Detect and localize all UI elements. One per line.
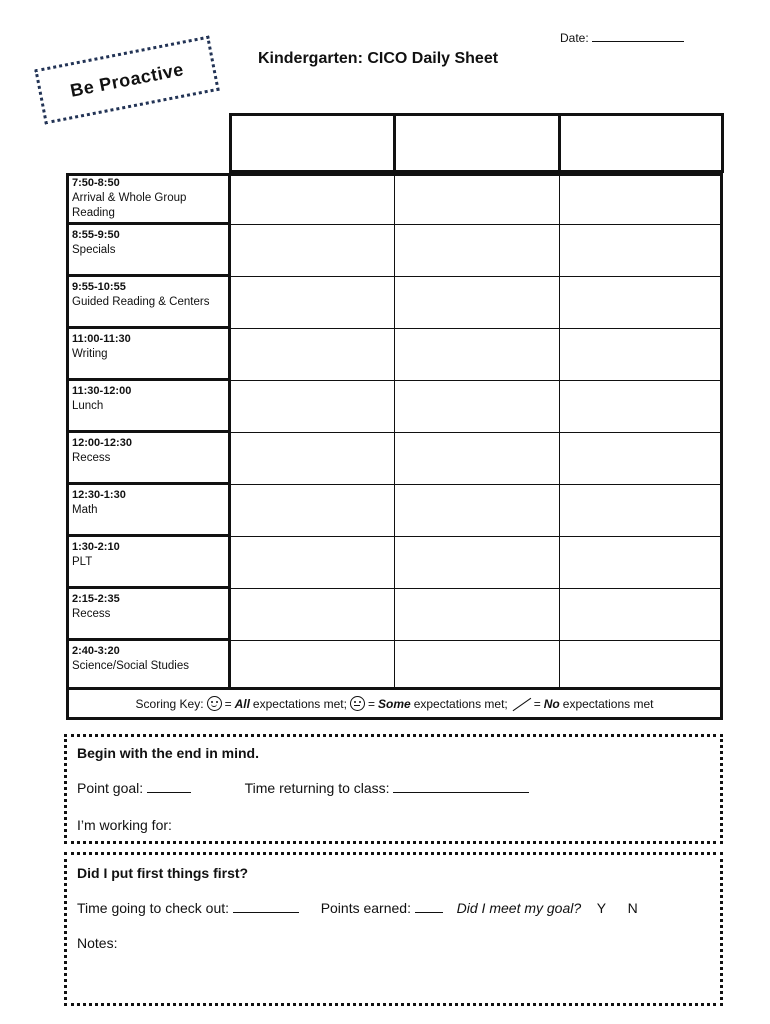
check-out-box bbox=[64, 852, 723, 1006]
row-label bbox=[66, 381, 231, 433]
key-no-word: No bbox=[543, 696, 560, 711]
row-activity: Writing bbox=[72, 348, 108, 360]
row-activity: Guided Reading & Centers bbox=[72, 296, 210, 308]
row-divider bbox=[231, 276, 723, 277]
meet-goal-question: Did I meet my goal? bbox=[456, 900, 582, 916]
row-time: 9:55-10:55 bbox=[72, 281, 126, 293]
row-label bbox=[66, 537, 231, 589]
slash-icon bbox=[511, 697, 531, 711]
page-title: Kindergarten: CICO Daily Sheet bbox=[258, 50, 499, 67]
check-out-box-title: Did I put first things first? bbox=[77, 865, 249, 881]
point-goal-blank[interactable] bbox=[147, 780, 191, 793]
row-divider bbox=[231, 640, 723, 641]
row-divider bbox=[231, 432, 723, 433]
happy-face-icon bbox=[207, 696, 222, 711]
points-earned-label: Points earned: bbox=[320, 900, 411, 916]
row-activity: PLT bbox=[72, 556, 93, 568]
row-time: 8:55-9:50 bbox=[72, 229, 120, 241]
no-option[interactable]: N bbox=[627, 900, 638, 916]
goal-box-title: Begin with the end in mind. bbox=[77, 745, 259, 761]
row-divider bbox=[231, 328, 723, 329]
date-blank[interactable] bbox=[592, 30, 684, 42]
badge-label: Be Proactive bbox=[68, 58, 186, 101]
key-all-word: All bbox=[234, 696, 250, 711]
row-time: 2:40-3:20 bbox=[72, 645, 120, 657]
row-label bbox=[66, 277, 231, 329]
key-some-word: Some bbox=[378, 696, 411, 711]
date-field[interactable] bbox=[560, 30, 684, 45]
row-activity: Arrival & Whole Group Reading bbox=[72, 192, 187, 219]
yes-option[interactable]: Y bbox=[596, 900, 606, 916]
neutral-face-icon bbox=[350, 696, 365, 711]
row-divider bbox=[231, 484, 723, 485]
be-proactive-badge bbox=[34, 36, 219, 125]
row-label bbox=[66, 329, 231, 381]
goal-box bbox=[64, 734, 723, 844]
goal-row bbox=[77, 780, 529, 796]
row-divider bbox=[231, 380, 723, 381]
row-time: 1:30-2:10 bbox=[72, 541, 120, 553]
key-equals: = bbox=[367, 696, 375, 711]
row-activity: Specials bbox=[72, 244, 116, 256]
column-header-2[interactable] bbox=[393, 113, 561, 173]
time-returning-blank[interactable] bbox=[393, 780, 529, 793]
date-label: Date: bbox=[560, 31, 589, 45]
notes-label: Notes: bbox=[77, 935, 118, 951]
points-earned-blank[interactable] bbox=[415, 900, 443, 913]
key-equals: = bbox=[533, 696, 541, 711]
row-activity: Math bbox=[72, 504, 98, 516]
row-label bbox=[66, 589, 231, 641]
key-equals: = bbox=[224, 696, 232, 711]
column-header-1[interactable] bbox=[229, 113, 396, 173]
row-divider bbox=[231, 224, 723, 225]
time-returning-label: Time returning to class: bbox=[244, 780, 390, 796]
working-for-label: I’m working for: bbox=[77, 817, 172, 833]
row-time: 7:50-8:50 bbox=[72, 177, 120, 189]
key-prefix: Scoring Key: bbox=[135, 696, 204, 711]
key-some-text: expectations met; bbox=[413, 696, 508, 711]
row-time: 12:30-1:30 bbox=[72, 489, 126, 501]
row-activity: Recess bbox=[72, 452, 111, 464]
row-divider bbox=[231, 588, 723, 589]
row-activity: Recess bbox=[72, 608, 111, 620]
column-header-3[interactable] bbox=[558, 113, 724, 173]
row-activity: Lunch bbox=[72, 400, 104, 412]
row-time: 11:30-12:00 bbox=[72, 385, 132, 397]
row-label bbox=[66, 485, 231, 537]
row-label bbox=[66, 433, 231, 485]
time-going-blank[interactable] bbox=[233, 900, 299, 913]
time-going-label: Time going to check out: bbox=[77, 900, 230, 916]
key-all-text: expectations met; bbox=[252, 696, 347, 711]
row-time: 2:15-2:35 bbox=[72, 593, 120, 605]
row-activity: Science/Social Studies bbox=[72, 660, 189, 672]
check-out-row bbox=[77, 900, 638, 916]
scoring-key bbox=[66, 690, 723, 720]
row-label bbox=[66, 225, 231, 277]
row-label bbox=[66, 641, 231, 690]
row-time: 12:00-12:30 bbox=[72, 437, 132, 449]
row-time: 11:00-11:30 bbox=[72, 333, 131, 345]
row-divider bbox=[231, 536, 723, 537]
point-goal-label: Point goal: bbox=[77, 780, 144, 796]
row-label bbox=[66, 173, 231, 225]
key-no-text: expectations met bbox=[562, 696, 654, 711]
